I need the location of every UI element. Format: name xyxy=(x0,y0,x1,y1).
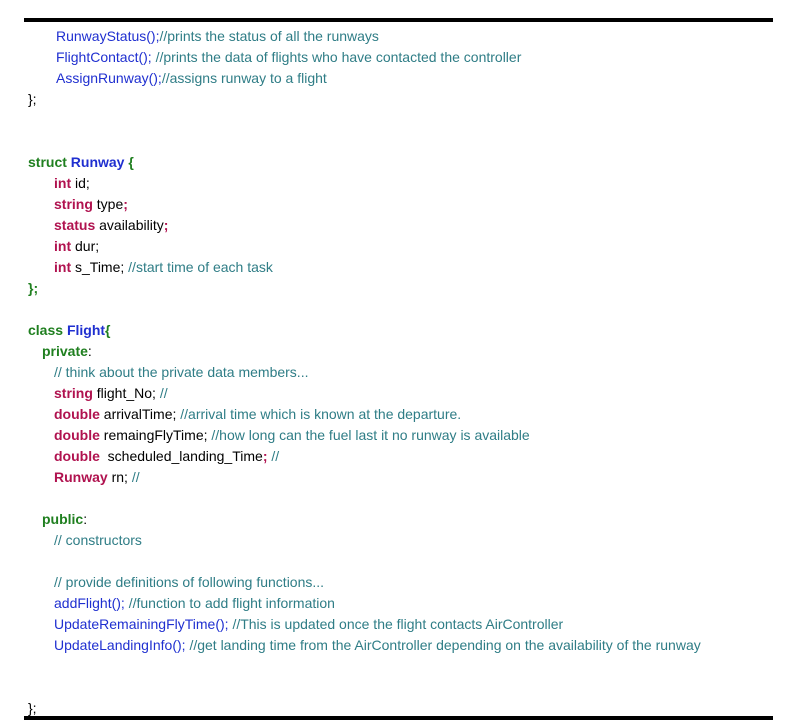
code-comment: //arrival time which is known at the departure. xyxy=(180,406,462,422)
semicolon: ; xyxy=(123,196,128,212)
function-call: RunwayStatus(); xyxy=(56,28,160,44)
function-call: addFlight(); xyxy=(54,595,125,611)
code-comment: //prints the status of all the runways xyxy=(159,28,379,44)
code-line xyxy=(28,572,768,593)
code-line xyxy=(28,257,768,278)
code-text: rn; xyxy=(111,469,128,485)
keyword: double xyxy=(54,448,100,464)
code-comment: //This is updated once the flight contacts AirController xyxy=(232,616,564,632)
code-line xyxy=(28,236,768,257)
code-text: scheduled_landing_Time xyxy=(103,448,263,464)
code-text: flight_No; xyxy=(96,385,156,401)
code-comment: // constructors xyxy=(54,532,142,548)
code-line: }; xyxy=(28,91,37,107)
code-line xyxy=(28,593,768,614)
top-rule xyxy=(24,18,773,22)
code-line xyxy=(28,194,768,215)
semicolon: ; xyxy=(262,448,268,464)
keyword: struct xyxy=(28,154,67,170)
code-line xyxy=(28,26,768,47)
code-comment: // xyxy=(131,469,140,485)
function-call: UpdateLandingInfo(); xyxy=(54,637,186,653)
code-text: type xyxy=(96,196,124,212)
code-text: dur; xyxy=(75,238,100,254)
keyword: private xyxy=(42,343,88,359)
function-call: FlightContact(); xyxy=(56,49,152,65)
code-line xyxy=(28,320,768,341)
keyword: status xyxy=(54,217,96,233)
code-line xyxy=(28,530,768,551)
code-line xyxy=(28,446,768,467)
keyword: Runway xyxy=(54,469,108,485)
code-line xyxy=(28,68,768,89)
keyword: int xyxy=(54,175,72,191)
colon: : xyxy=(87,343,92,359)
code-line xyxy=(28,425,768,446)
keyword: class xyxy=(28,322,64,338)
code-comment: //start time of each task xyxy=(128,259,273,275)
code-comment: //prints the data of flights who have contacted the controller xyxy=(155,49,522,65)
code-line xyxy=(28,215,768,236)
keyword: double xyxy=(54,406,100,422)
code-text: s_Time; xyxy=(75,259,125,275)
code-line xyxy=(28,341,768,362)
code-comment: //assigns runway to a flight xyxy=(161,70,327,86)
code-comment: //function to add flight information xyxy=(128,595,335,611)
keyword: string xyxy=(54,385,93,401)
semicolon: ; xyxy=(163,217,169,233)
code-line xyxy=(28,635,768,677)
code-line xyxy=(28,152,768,173)
code-text: availability xyxy=(99,217,164,233)
code-comment: //get landing time from the AirController depending on the availability of the runway xyxy=(189,637,701,653)
type-name: Flight xyxy=(66,322,106,338)
code-line xyxy=(28,173,768,194)
function-call: AssignRunway(); xyxy=(56,70,162,86)
code-line xyxy=(28,47,768,68)
code-line xyxy=(28,467,768,488)
code-comment: // provide definitions of following functions... xyxy=(54,574,325,590)
code-text: remaingFlyTime; xyxy=(103,427,208,443)
code-text: arrivalTime; xyxy=(103,406,177,422)
code-comment: // xyxy=(159,385,168,401)
bottom-rule xyxy=(24,716,773,720)
code-line: }; xyxy=(28,700,37,716)
keyword: string xyxy=(54,196,93,212)
code-line xyxy=(28,404,768,425)
code-text: id; xyxy=(75,175,90,191)
code-comment: //how long can the fuel last it no runway is available xyxy=(211,427,530,443)
code-line: }; xyxy=(28,280,39,296)
keyword: int xyxy=(54,238,72,254)
keyword: public xyxy=(42,511,84,527)
code-comment: // xyxy=(271,448,280,464)
function-call: UpdateRemainingFlyTime(); xyxy=(54,616,229,632)
colon: : xyxy=(83,511,88,527)
code-block xyxy=(28,26,768,719)
code-line xyxy=(28,383,768,404)
code-line xyxy=(28,509,768,530)
brace: { xyxy=(105,322,111,338)
code-line xyxy=(28,614,768,635)
keyword: double xyxy=(54,427,100,443)
brace: { xyxy=(128,154,134,170)
code-comment: // think about the private data members... xyxy=(54,364,309,380)
code-line xyxy=(28,362,768,383)
type-name: Runway xyxy=(70,154,125,170)
keyword: int xyxy=(54,259,72,275)
